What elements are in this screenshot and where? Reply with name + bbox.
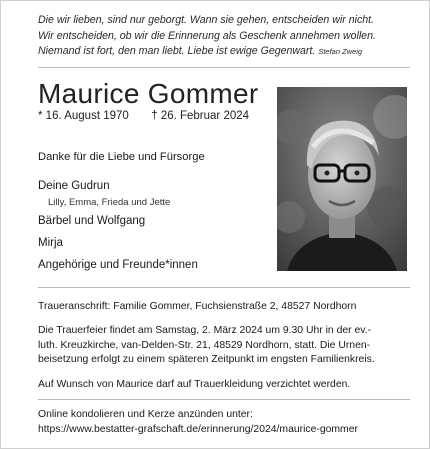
quote-line: Die wir lieben, sind nur geborgt. Wann sie gehen, entscheiden wir nicht. [38, 14, 375, 26]
mourner-line: Angehörige und Freunde*innen [38, 259, 198, 271]
quote-line: Wir entscheiden, ob wir die Erinnerung als Geschenk annehmen wollen. [38, 29, 376, 42]
online-condolence-text: Online kondolieren und Kerze anzünden unter: [38, 409, 253, 420]
ceremony-line: luth. Kreuzkirche, van-Delden-Str. 21, 48529 Nordhorn, statt. Die Urnen- [38, 339, 371, 351]
thanks-line: Danke für die Liebe und Fürsorge [38, 151, 205, 163]
death-date: † 26. Februar 2024 [151, 110, 250, 122]
memorial-quote [38, 13, 418, 60]
divider-middle [38, 287, 410, 288]
dress-note: Auf Wunsch von Maurice darf auf Trauerkleidung verzichtet werden. [38, 379, 351, 390]
quote-line [38, 44, 418, 60]
mourner-line: Bärbel und Wolfgang [38, 215, 146, 227]
condolence-url[interactable]: https://www.bestatter-grafschaft.de/erinnerung/2024/maurice-gommer [38, 423, 358, 435]
ceremony-line: Die Trauerfeier findet am Samstag, 2. März 2024 um 9.30 Uhr in der ev.- [38, 325, 372, 336]
quote-author: Stefan Zweig [318, 47, 363, 56]
divider-bottom [38, 399, 410, 400]
mourning-address: Traueranschrift: Familie Gommer, Fuchsienstraße 2, 48527 Nordhorn [38, 301, 357, 312]
mourner-subline: Lilly, Emma, Frieda und Jette [48, 197, 171, 208]
ceremony-line: beisetzung erfolgt zu einem späteren Zeitpunkt im engsten Familienkreis. [38, 354, 375, 365]
online-condolence [38, 408, 410, 437]
portrait-image [277, 87, 407, 271]
portrait-photo [277, 87, 407, 271]
mourner-line: Mirja [38, 237, 63, 249]
mourner-line: Deine Gudrun [38, 180, 110, 192]
birth-date: * 16. August 1970 [38, 110, 129, 122]
life-dates [38, 110, 249, 122]
divider-top [38, 67, 410, 68]
deceased-name: Maurice Gommer [38, 78, 259, 109]
quote-line-text: Niemand ist fort, den man liebt. Liebe ist ewige Gegenwart. [38, 45, 316, 57]
ceremony-info [38, 324, 410, 368]
